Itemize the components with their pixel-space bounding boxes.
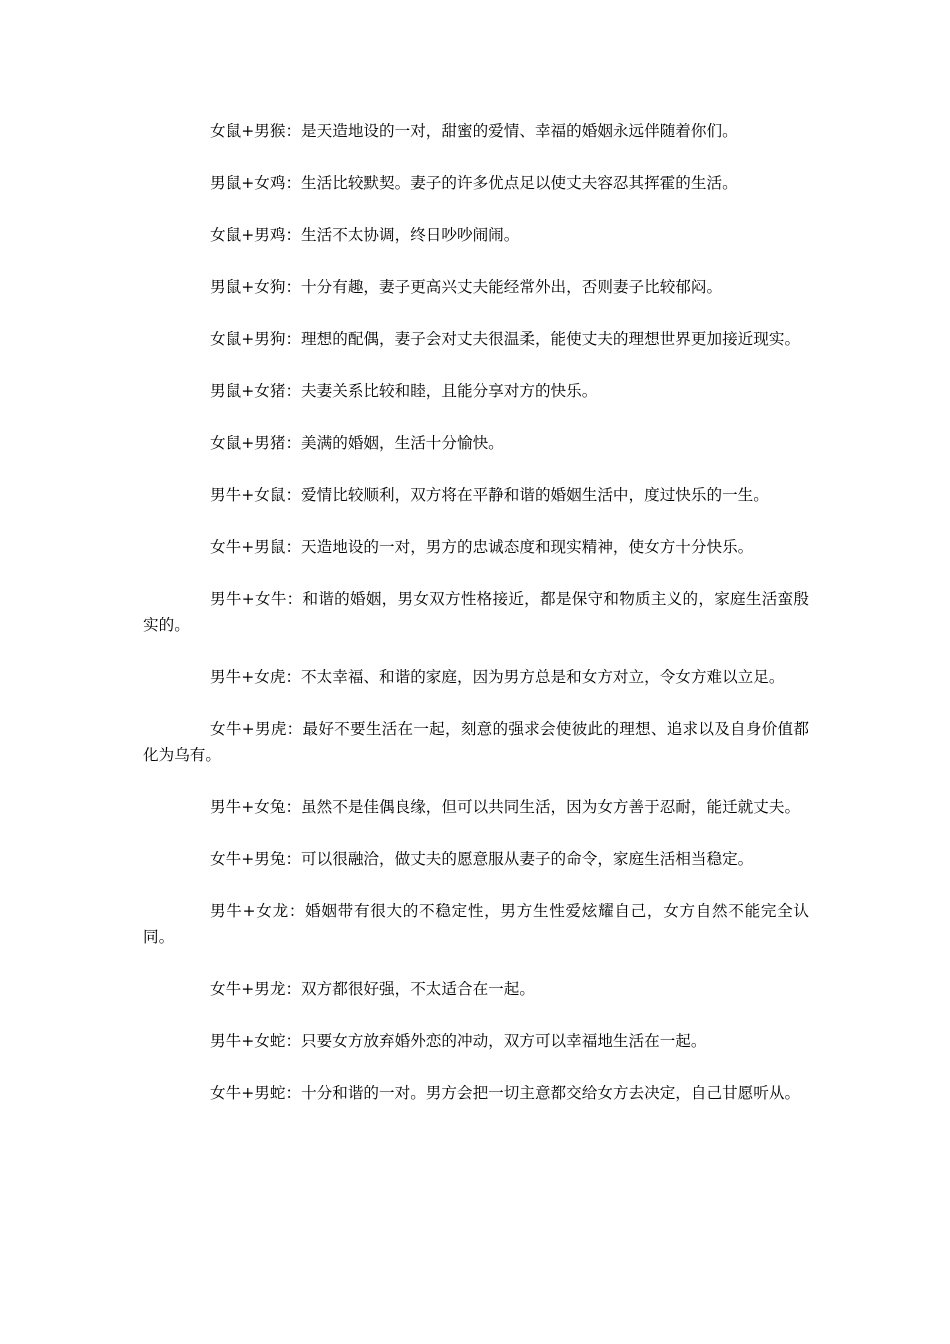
- paragraph: 女鼠+男猪：美满的婚姻，生活十分愉快。: [210, 434, 504, 452]
- paragraph: 男牛+女虎：不太幸福、和谐的家庭，因为男方总是和女方对立，令女方难以立足。: [210, 668, 785, 686]
- paragraph: 女鼠+男狗：理想的配偶，妻子会对丈夫很温柔，能使丈夫的理想世界更加接近现实。: [210, 330, 801, 348]
- paragraph: 男牛+女兔：虽然不是佳偶良缘，但可以共同生活，因为女方善于忍耐，能迁就丈夫。: [210, 798, 801, 816]
- paragraph: 女鼠+男猴：是天造地设的一对，甜蜜的爱情、幸福的婚姻永远伴随着你们。: [210, 122, 738, 140]
- paragraph: 男牛+女牛：和谐的婚姻，男女双方性格接近，都是保守和物质主义的，家庭生活蛮殷实的。: [143, 590, 809, 634]
- paragraph: 女牛+男龙：双方都很好强，不太适合在一起。: [210, 980, 535, 998]
- paragraph: 男牛+女龙：婚姻带有很大的不稳定性，男方生性爱炫耀自己，女方自然不能完全认同。: [143, 902, 809, 946]
- paragraph: 男鼠+女鸡：生活比较默契。妻子的许多优点足以使丈夫容忍其挥霍的生活。: [210, 174, 738, 192]
- document-body: [143, 118, 809, 1132]
- paragraph: 女牛+男蛇：十分和谐的一对。男方会把一切主意都交给女方去决定，自己甘愿听从。: [210, 1084, 801, 1102]
- paragraph: 女牛+男鼠：天造地设的一对，男方的忠诚态度和现实精神，使女方十分快乐。: [210, 538, 754, 556]
- paragraph: 男鼠+女狗：十分有趣，妻子更高兴丈夫能经常外出，否则妻子比较郁闷。: [210, 278, 723, 296]
- paragraph: 女牛+男兔：可以很融洽，做丈夫的愿意服从妻子的命令，家庭生活相当稳定。: [210, 850, 754, 868]
- paragraph: 男鼠+女猪：夫妻关系比较和睦，且能分享对方的快乐。: [210, 382, 598, 400]
- paragraph: 女牛+男虎：最好不要生活在一起，刻意的强求会使彼此的理想、追求以及自身价值都化为乌有。: [143, 720, 809, 764]
- paragraph: 女鼠+男鸡：生活不太协调，终日吵吵闹闹。: [210, 226, 520, 244]
- paragraph: 男牛+女蛇：只要女方放弃婚外恋的冲动，双方可以幸福地生活在一起。: [210, 1032, 707, 1050]
- paragraph: 男牛+女鼠：爱情比较顺利，双方将在平静和谐的婚姻生活中，度过快乐的一生。: [210, 486, 769, 504]
